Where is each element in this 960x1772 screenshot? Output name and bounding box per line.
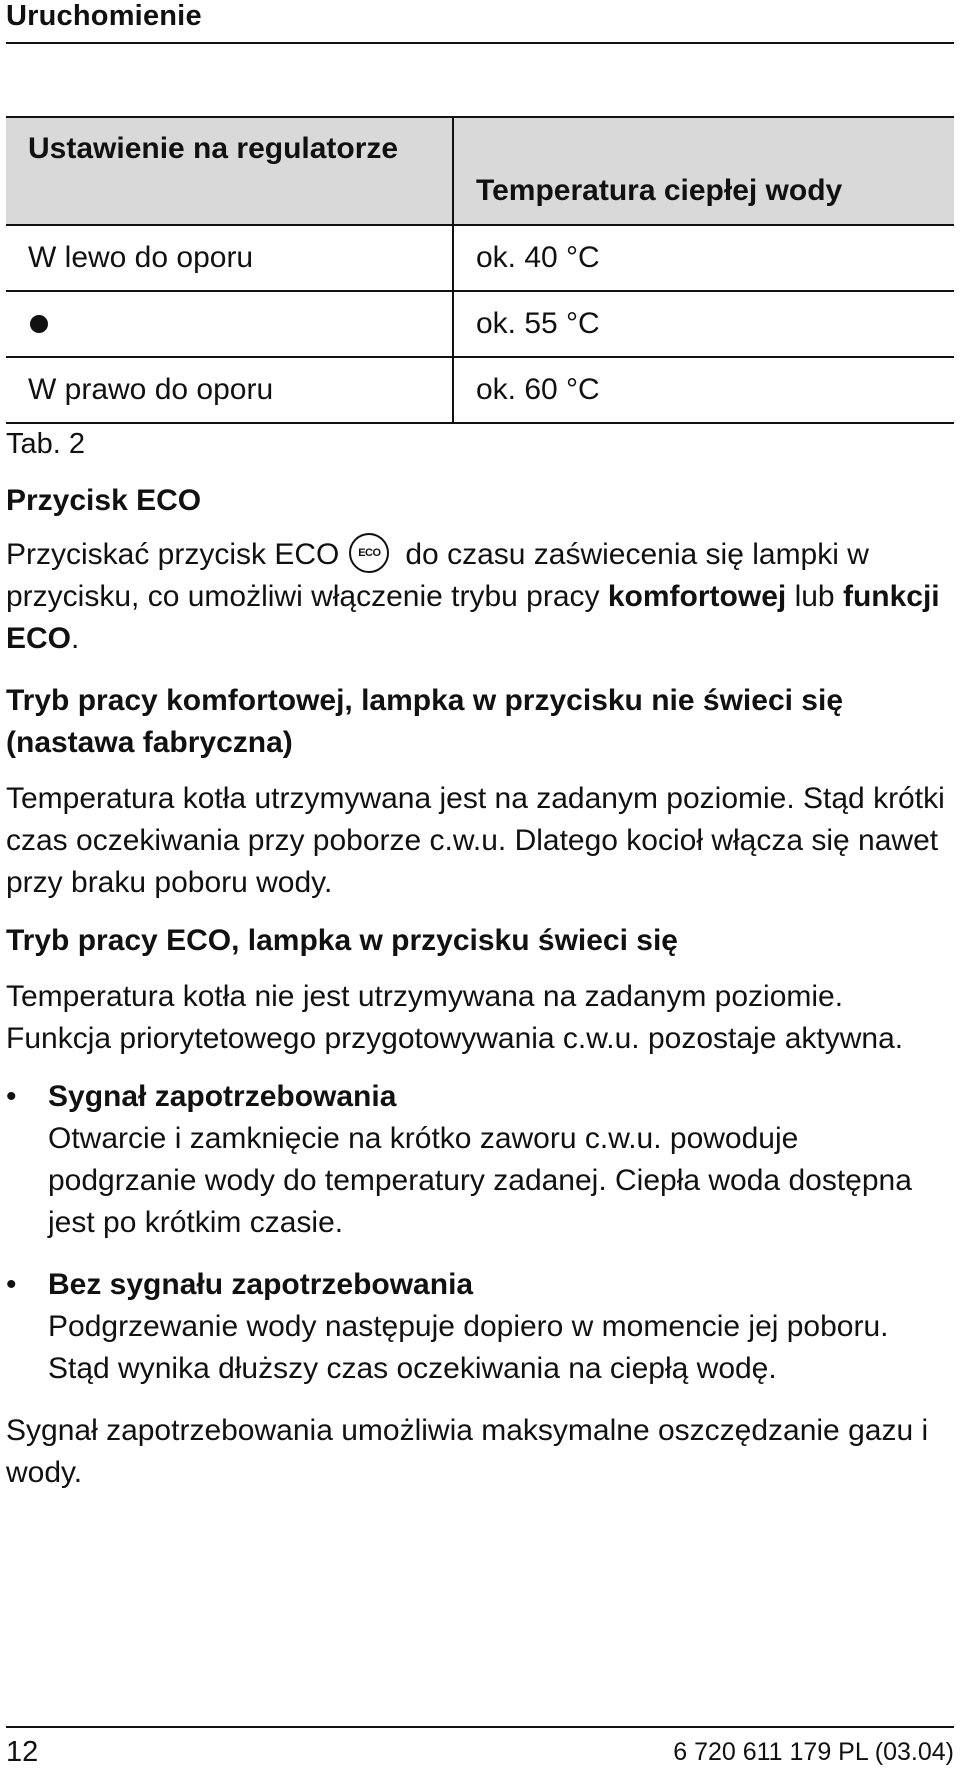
bullet-icon: • xyxy=(6,1080,17,1114)
eco-intro-bold-eco: funkcji ECO xyxy=(6,580,940,656)
bullet-text: Otwarcie i zamknięcie na krótko zaworu c.w.u. powoduje podgrzanie wody do temperatury zadanej. Ciepła woda dostępna jest po krótkim czasie. xyxy=(48,1122,912,1240)
eco-intro-text-4: . xyxy=(71,622,80,656)
comfort-mode-text: Temperatura kotła utrzymywana jest na zadanym poziomie. Stąd krótki czas oczekiwania przy poborze c.w.u. Dlatego kocioł włącza się nawet przy braku poboru wody. xyxy=(6,782,945,900)
settings-table xyxy=(6,116,954,424)
table-cell-temperature: ok. 60 °C xyxy=(476,373,600,406)
eco-mode-text: Temperatura kotła nie jest utrzymywana na zadanym poziomie. Funkcja priorytetowego przygotowywania c.w.u. pozostaje aktywna. xyxy=(6,980,904,1056)
table-cell-setting: W lewo do oporu xyxy=(6,226,454,290)
table-row xyxy=(6,224,954,290)
table-cell-temperature: ok. 55 °C xyxy=(476,307,600,340)
bullet-title: Sygnał zapotrzebowania xyxy=(48,1080,397,1114)
table-header-row xyxy=(6,116,954,224)
bullet-title: Bez sygnału zapotrzebowania xyxy=(48,1268,474,1302)
eco-intro-text-1: Przyciskać przycisk ECO xyxy=(6,538,340,571)
filled-dot-icon xyxy=(30,315,48,333)
closing-text: Sygnał zapotrzebowania umożliwia maksymalne oszczędzanie gazu i wody. xyxy=(6,1414,929,1490)
page-title: Uruchomienie xyxy=(6,0,202,32)
eco-intro-text-3: lub xyxy=(786,580,843,614)
eco-intro-bold-comfort: komfortowej xyxy=(607,580,787,614)
bullet-icon: • xyxy=(6,1268,17,1302)
document-code: 6 720 611 179 PL (03.04) xyxy=(673,1738,954,1766)
table-cell-setting: W prawo do oporu xyxy=(6,358,454,422)
table-row xyxy=(6,290,954,356)
table-caption: Tab. 2 xyxy=(6,428,85,460)
page-number: 12 xyxy=(6,1736,39,1768)
eco-section-heading: Przycisk ECO xyxy=(6,484,202,517)
footer-divider xyxy=(6,1726,954,1728)
eco-button-icon: ECO xyxy=(349,533,389,573)
list-item xyxy=(6,1076,954,1244)
eco-intro-text-2: do czasu zaświecenia się lampki w przycisku, co umożliwi włączenie trybu pracy xyxy=(6,538,869,614)
list-item xyxy=(6,1264,954,1390)
eco-mode-heading: Tryb pracy ECO, lampka w przycisku świeci się xyxy=(6,924,678,958)
table-header-temperature: Temperatura ciepłej wody xyxy=(476,174,843,207)
main-content xyxy=(6,480,954,1494)
eco-intro-paragraph xyxy=(6,534,954,660)
comfort-mode-heading: Tryb pracy komfortowej, lampka w przycisku nie świeci się (nastawa fabryczna) xyxy=(6,684,843,760)
table-header-setting: Ustawienie na regulatorze xyxy=(6,118,454,224)
table-cell-temperature: ok. 40 °C xyxy=(476,241,600,274)
header-divider xyxy=(6,42,954,44)
table-row xyxy=(6,356,954,424)
bullet-text: Podgrzewanie wody następuje dopiero w momencie jej poboru. Stąd wynika dłuższy czas oczekiwania na ciepłą wodę. xyxy=(48,1310,889,1386)
table-cell-setting xyxy=(6,292,454,356)
